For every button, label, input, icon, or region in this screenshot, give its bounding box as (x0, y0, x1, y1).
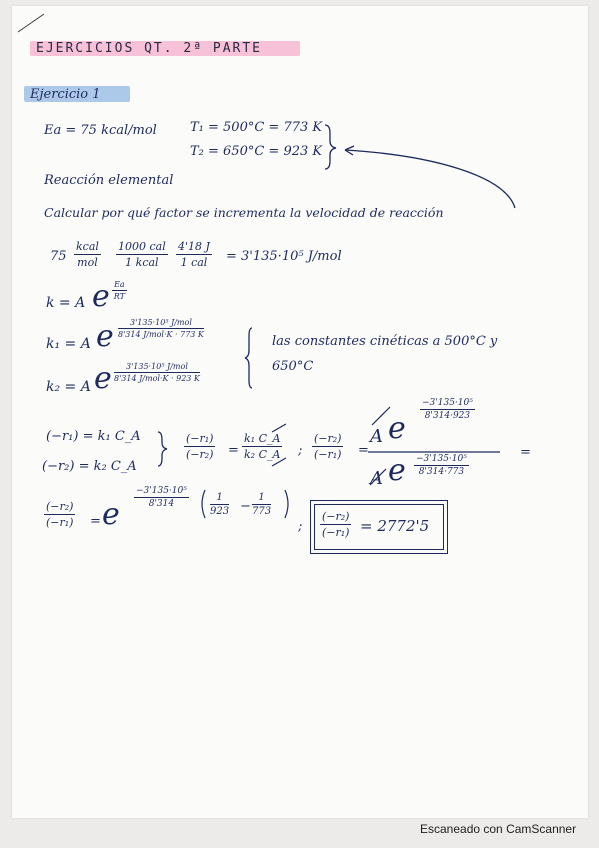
fraction-denominator: RT (113, 292, 125, 301)
conversion-result: = 3'135·10⁵ J/mol (226, 249, 342, 264)
rate-ratio-inverse (312, 432, 343, 461)
rate-2: (−r₂) = k₂ C_A (42, 459, 137, 474)
fraction-numerator: 1 (210, 492, 229, 505)
note-line-1: las constantes cinéticas a 500°C y (272, 334, 498, 349)
equals-sign: = (358, 443, 369, 458)
exp-e: e (94, 361, 112, 396)
denominator-exponent (414, 454, 469, 477)
strike-ca-1 (272, 424, 286, 432)
exp-e: e (388, 411, 406, 446)
arrhenius-k: k = A (46, 295, 86, 311)
fraction-numerator: (−r₂) (46, 500, 74, 513)
fraction-denominator: 8'314·923 (424, 411, 471, 421)
exp-e: e (96, 319, 114, 354)
equals-sign: = (520, 445, 531, 460)
fraction-numerator: −3'135·10⁵ (136, 486, 187, 496)
temperature-2: T₂ = 650°C = 923 K (190, 144, 323, 159)
temperature-brace (325, 125, 336, 169)
fraction-numerator: −3'135·10⁵ (416, 454, 467, 464)
rates-brace (158, 432, 167, 466)
pen-stroke (18, 14, 44, 32)
paren-right (285, 490, 288, 518)
exercise-heading: Ejercicio 1 (30, 87, 101, 102)
fraction-denominator: 773 (252, 506, 272, 517)
conversion-fraction-1 (74, 240, 101, 269)
fraction-numerator: 4'18 J (178, 240, 210, 253)
pre-exponential-bottom: A (370, 468, 383, 489)
note-line-2: 650°C (272, 359, 314, 374)
fraction-denominator: k₂ C_A (244, 448, 281, 461)
fraction-denominator: 1 kcal (125, 256, 159, 269)
fraction-denominator: (−r₁) (322, 526, 350, 539)
conversion-fraction-3 (176, 240, 212, 269)
equals-sign: = (228, 443, 239, 458)
rate-1: (−r₁) = k₁ C_A (46, 429, 141, 444)
paren-term-a (210, 492, 229, 517)
k-ratio (242, 432, 282, 461)
pre-exponential-top: A (370, 426, 383, 447)
paren-left (202, 490, 205, 518)
numerator-exponent (420, 398, 475, 421)
reaction-type: Reacción elemental (44, 173, 174, 188)
fraction-numerator: 1 (252, 492, 271, 505)
exp-e: e (102, 497, 120, 532)
fraction-numerator: 1000 cal (118, 240, 166, 253)
rate-ratio (184, 432, 215, 461)
fraction-numerator: −3'135·10⁵ (422, 398, 473, 408)
question-text: Calcular por qué factor se incrementa la velocidad de reacción (44, 205, 444, 220)
fraction-numerator: k₁ C_A (244, 432, 281, 445)
fraction-numerator: 3'135·10⁵ J/mol (114, 362, 200, 373)
equals-sign: = (90, 514, 101, 529)
fraction-numerator: kcal (76, 240, 99, 253)
curved-arrow (345, 150, 515, 208)
temperature-1: T₁ = 500°C = 773 K (190, 120, 323, 135)
fraction-numerator: Ea (114, 280, 125, 289)
fraction-numerator: (−r₂) (322, 510, 350, 523)
fraction-denominator: mol (77, 256, 98, 269)
final-exponent (134, 486, 189, 509)
fraction-denominator: 8'314·773 (418, 467, 465, 477)
fraction-denominator: 1 cal (180, 256, 208, 269)
answer-value: = 2772'5 (360, 517, 430, 535)
paren-term-b (252, 492, 271, 517)
final-lhs (44, 500, 75, 529)
fraction-denominator: (−r₁) (314, 448, 342, 461)
separator: ; (298, 519, 303, 534)
exp-e: e (92, 279, 110, 314)
k-brace (245, 328, 252, 388)
scanner-watermark: Escaneado con CamScanner (420, 822, 577, 836)
fraction-denominator: 8'314 J/mol·K · 773 K (118, 330, 204, 339)
minus-sign: − (240, 499, 251, 514)
answer-lhs (320, 510, 351, 539)
k1-exponent (118, 318, 204, 339)
activation-energy: Ea = 75 kcal/mol (44, 123, 157, 138)
fraction-numerator: 3'135·10⁵ J/mol (118, 318, 204, 329)
fraction-denominator: 8'314 (148, 499, 175, 509)
k2-exponent (114, 362, 200, 383)
conversion-start: 75 (50, 249, 67, 264)
fraction-numerator: (−r₁) (186, 432, 214, 445)
fraction-denominator: (−r₂) (186, 448, 214, 461)
fraction-denominator: (−r₁) (46, 516, 74, 529)
fraction-denominator: 923 (210, 506, 230, 517)
conversion-fraction-2 (116, 240, 168, 269)
separator: ; (298, 443, 303, 458)
exp-e: e (388, 453, 406, 488)
fraction-denominator: 8'314 J/mol·K · 923 K (114, 374, 200, 383)
page-title: EJERCICIOS QT. 2ª PARTE (36, 41, 263, 56)
k2-label: k₂ = A (46, 379, 91, 395)
fraction-numerator: (−r₂) (314, 432, 342, 445)
k1-label: k₁ = A (46, 336, 91, 352)
arrhenius-exponent (112, 280, 127, 301)
